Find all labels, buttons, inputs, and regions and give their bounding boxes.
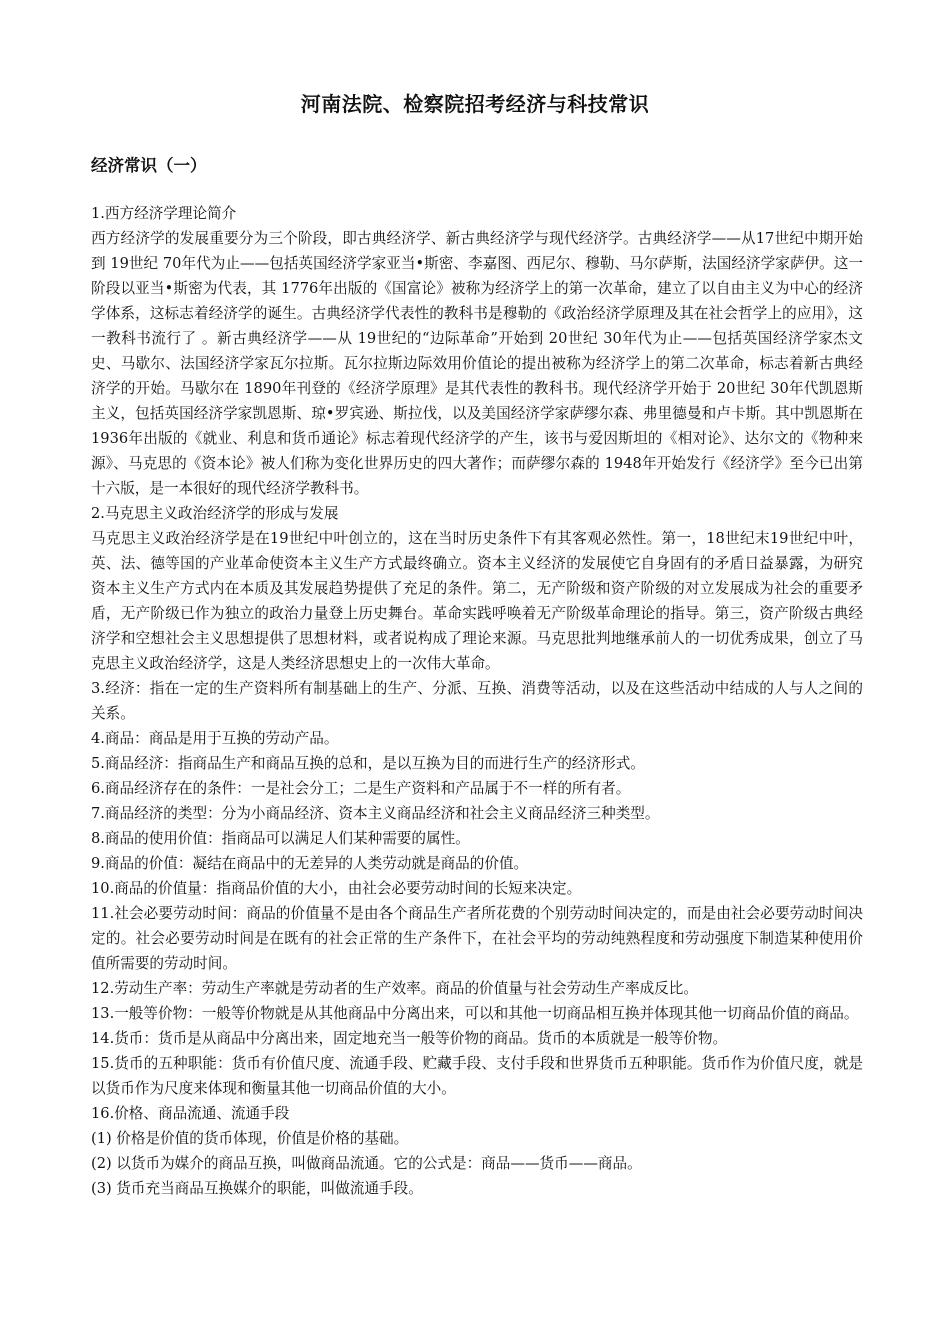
definition-item: 15.货币的五种职能：货币有价值尺度、流通手段、贮藏手段、支付手段和世界货币五种职能。货币作为价值尺度，就是以货币作为尺度来体现和衡量其他一切商品价值的大小。 <box>91 1055 863 1097</box>
paragraph-heading-2: 2.马克思主义政治经济学的形成与发展 <box>91 505 339 522</box>
paragraph: 西方经济学的发展重要分为三个阶段，即古典经济学、新古典经济学与现代经济学。古典经济学——从17世纪中期开始到 19世纪 70年代为止——包括英国经济学家亚当•斯密、李嘉图、西尼尔、穆勒、马尔萨斯，法国经济学家萨伊。这一阶段以亚当•斯密为代表，其 1776年出版的《国富论》被称为经济学上的第一次革命，建立了以自由主义为中心的经济学体系，这标志着经济学的诞生。古典经济学代表性的教科书是穆勒的《政治经济学原理及其在社会哲学上的应用》，这一教科书流行了 。新古典经济学——从 19世纪的“边际革命”开始到 20世纪 30年代为止——包括英国经济学家杰文史、马歇尔、法国经济学家瓦尔拉斯。瓦尔拉斯边际效用价值论的提出被称为经济学上的第二次革命，标志着新古典经济学的开始。马歇尔在 1890年刊登的《经济学原理》是其代表性的教科书。现代经济学开始于 20世纪 30年代凯恩斯主义，包括英国经济学家凯恩斯、琼•罗宾逊、斯拉伐，以及美国经济学家萨缪尔森、弗里德曼和卢卡斯。其中凯恩斯在1936年出版的《就业、利息和货币通论》标志着现代经济学的产生，该书与爱因斯坦的《相对论》、达尔文的《物种来源》、马克思的《资本论》被人们称为变化世界历史的四大著作；而萨缪尔森的 1948年开始发行《经济学》至今已出第十六版，是一本很好的现代经济学教科书。 <box>91 230 863 497</box>
sub-item: (2) 以货币为媒介的商品互换，叫做商品流通。它的公式是：商品——货币——商品。 <box>91 1155 642 1172</box>
sub-item: (3) 货币充当商品互换媒介的职能，叫做流通手段。 <box>91 1180 423 1197</box>
definition-item: 16.价格、商品流通、流通手段 <box>91 1105 290 1122</box>
definition-item: 5.商品经济：指商品生产和商品互换的总和，是以互换为目的而进行生产的经济形式。 <box>91 755 645 772</box>
definition-item: 3.经济：指在一定的生产资料所有制基础上的生产、分派、互换、消费等活动，以及在这些活动中结成的人与人之间的关系。 <box>91 680 863 722</box>
definition-item: 4.商品：商品是用于互换的劳动产品。 <box>91 730 339 747</box>
definition-item: 6.商品经济存在的条件：一是社会分工；二是生产资料和产品属于不一样的所有者。 <box>91 780 631 797</box>
definition-item: 10.商品的价值量：指商品价值的大小，由社会必要劳动时间的长短来决定。 <box>91 880 582 897</box>
document-body <box>91 201 863 1201</box>
definition-item: (1) 价格是价值的货币体现，价值是价格的基础。 <box>91 1130 409 1147</box>
paragraph-heading-1: 1.西方经济学理论简介 <box>91 205 237 222</box>
definition-item: 14.货币：货币是从商品中分离出来，固定地充当一般等价物的商品。货币的本质就是一般等价物。 <box>91 1030 728 1047</box>
definition-item: 7.商品经济的类型：分为小商品经济、资本主义商品经济和社会主义商品经济三种类型。 <box>91 805 660 822</box>
definition-item: 11.社会必要劳动时间：商品的价值量不是由各个商品生产者所花费的个别劳动时间决定的，而是由社会必要劳动时间决定的。社会必要劳动时间是在既有的社会正常的生产条件下，在社会平均的劳动纯熟程度和劳动强度下制造某种使用价值所需要的劳动时间。 <box>91 905 863 972</box>
definition-item: 13.一般等价物：一般等价物就是从其他商品中分离出来，可以和其他一切商品相互换并体现其他一切商品价值的商品。 <box>91 1005 859 1022</box>
paragraph: 马克思主义政治经济学是在19世纪中叶创立的，这在当时历史条件下有其客观必然性。第一，18世纪末19世纪中叶，英、法、德等国的产业革命使资本主义生产方式最终确立。资本主义经济的发展使它自身固有的矛盾日益暴露，为研究资本主义生产方式内在本质及其发展趋势提供了充足的条件。第二，无产阶级和资产阶级的对立发展成为社会的重要矛盾，无产阶级已作为独立的政治力量登上历史舞台。革命实践呼唤着无产阶级革命理论的指导。第三，资产阶级古典经济学和空想社会主义思想提供了思想材料，或者说构成了理论来源。马克思批判地继承前人的一切优秀成果，创立了马克思主义政治经济学，这是人类经济思想史上的一次伟大革命。 <box>91 530 863 672</box>
document-title: 河南法院、检察院招考经济与科技常识 <box>300 92 650 116</box>
section-heading: 经济常识（一） <box>91 156 207 175</box>
definition-item: 12.劳动生产率：劳动生产率就是劳动者的生产效率。商品的价值量与社会劳动生产率成反比。 <box>91 980 698 997</box>
definition-item: 8.商品的使用价值：指商品可以满足人们某种需要的属性。 <box>91 830 470 847</box>
definition-item: 9.商品的价值：凝结在商品中的无差异的人类劳动就是商品的价值。 <box>91 855 529 872</box>
